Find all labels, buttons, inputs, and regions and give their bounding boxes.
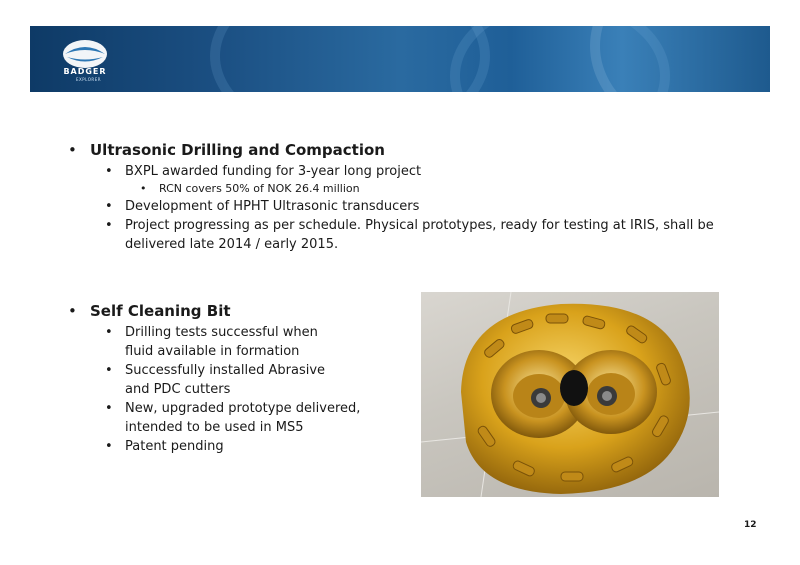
list-item: • Project progressing as per schedule. Physical prototypes, ready for testing at IRIS, shall be delivered late 2014 / early 2015.	[125, 216, 750, 254]
page-number: 12	[744, 520, 757, 530]
drill-bit-photo	[421, 292, 719, 497]
logo-text: BADGER	[63, 67, 107, 76]
drill-bit-icon	[421, 292, 719, 497]
bullet-list	[90, 162, 750, 254]
header-banner	[30, 26, 770, 92]
section-self-cleaning-bit	[90, 302, 380, 456]
list-item: • New, upgraded prototype delivered, intended to be used in MS5	[125, 399, 365, 437]
bullet-list	[90, 323, 380, 456]
list-item: • Drilling tests successful when fluid available in formation	[125, 323, 345, 361]
list-item: • BXPL awarded funding for 3-year long project	[125, 162, 750, 181]
list-item: • Patent pending	[125, 437, 380, 456]
section-ultrasonic	[90, 141, 750, 254]
list-item: • Development of HPHT Ultrasonic transducers	[125, 197, 750, 216]
logo-subtext: EXPLORER	[76, 77, 101, 82]
section-title: • Ultrasonic Drilling and Compaction	[90, 141, 750, 159]
list-item: • RCN covers 50% of NOK 26.4 million	[159, 181, 750, 197]
list-item: • Successfully installed Abrasive and PDC cutters	[125, 361, 345, 399]
section-title: • Self Cleaning Bit	[90, 302, 380, 320]
